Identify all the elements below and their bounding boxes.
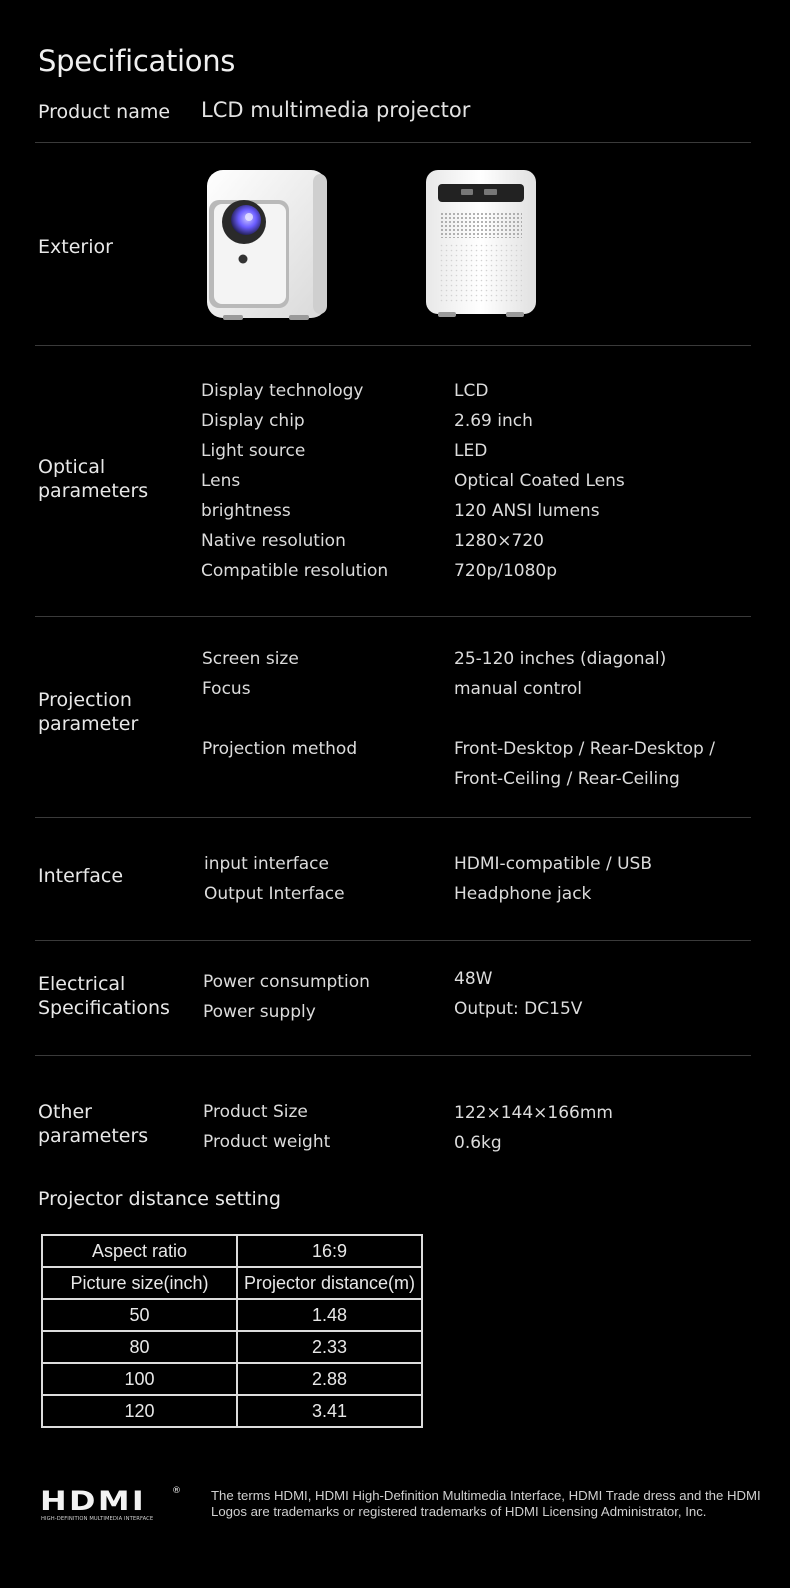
hdmi-logo xyxy=(40,1488,180,1524)
hdmi-wordmark: HDMI xyxy=(40,1486,147,1517)
divider xyxy=(35,940,751,941)
spec-value: 1280×720 xyxy=(454,531,544,551)
interface-label: Interface xyxy=(38,865,124,887)
optical-names xyxy=(201,376,388,586)
spec-name: Lens xyxy=(201,471,241,491)
table-header-cell: Projector distance(m) xyxy=(237,1267,422,1299)
spec-name: Compatible resolution xyxy=(201,561,389,581)
electrical-label-line1: Electrical xyxy=(38,973,126,995)
table-cell: 50 xyxy=(42,1299,237,1331)
divider xyxy=(35,616,751,617)
table-cell: 120 xyxy=(42,1395,237,1427)
table-cell: 100 xyxy=(42,1363,237,1395)
spec-name: Power supply xyxy=(203,1002,316,1022)
divider xyxy=(35,142,751,143)
spec-value: 120 ANSI lumens xyxy=(454,501,600,521)
spec-value xyxy=(454,734,715,794)
table-cell: 3.41 xyxy=(237,1395,422,1427)
spec-name: Product Size xyxy=(203,1102,308,1122)
spec-value: Optical Coated Lens xyxy=(454,471,625,491)
distance-table xyxy=(41,1234,423,1428)
spec-value: 720p/1080p xyxy=(454,561,558,581)
hdmi-tagline: HIGH-DEFINITION MULTIMEDIA INTERFACE xyxy=(41,1516,154,1522)
spec-name: Display technology xyxy=(201,381,364,401)
table-cell: 16:9 xyxy=(237,1235,422,1267)
spec-value: Headphone jack xyxy=(454,884,592,904)
spec-value-line: Front-Ceiling / Rear-Ceiling xyxy=(454,769,680,789)
table-cell: Aspect ratio xyxy=(42,1235,237,1267)
spec-name: Focus xyxy=(202,679,251,699)
spec-value: LED xyxy=(454,441,488,461)
spec-name: Native resolution xyxy=(201,531,346,551)
spec-value: LCD xyxy=(454,381,489,401)
projector-back-image xyxy=(424,168,540,320)
spec-name: Screen size xyxy=(202,649,299,669)
projection-label-line2: parameter xyxy=(38,713,139,735)
spec-name: Output Interface xyxy=(204,884,345,904)
spec-name: input interface xyxy=(204,854,329,874)
table-cell: 2.33 xyxy=(237,1331,422,1363)
other-label-line2: parameters xyxy=(38,1125,149,1147)
table-row xyxy=(42,1235,422,1267)
table-cell: 1.48 xyxy=(237,1299,422,1331)
legal-text: The terms HDMI, HDMI High-Definition Multimedia Interface, HDMI Trade dress and the HDMI Logos are trademarks or registered trademarks of HDMI Licensing Administrator, Inc. xyxy=(211,1488,761,1519)
electrical-label-line2: Specifications xyxy=(38,997,170,1019)
electrical-label xyxy=(38,972,170,1020)
table-row xyxy=(42,1395,422,1427)
divider xyxy=(35,345,751,346)
spec-value: Output: DC15V xyxy=(454,999,583,1019)
optical-label-line1: Optical xyxy=(38,456,106,478)
exterior-label: Exterior xyxy=(38,236,113,258)
distance-heading: Projector distance setting xyxy=(38,1188,281,1210)
table-row xyxy=(42,1267,422,1299)
projector-front-image xyxy=(203,168,331,323)
spec-name: Power consumption xyxy=(203,972,370,992)
spec-value: 122×144×166mm xyxy=(454,1103,613,1123)
optical-label xyxy=(38,455,148,503)
projection-label-line1: Projection xyxy=(38,689,132,711)
table-header-cell: Picture size(inch) xyxy=(42,1267,237,1299)
spec-value: HDMI-compatible / USB xyxy=(454,854,652,874)
spec-name: brightness xyxy=(201,501,291,521)
other-label-line1: Other xyxy=(38,1101,92,1123)
spec-name: Projection method xyxy=(202,739,358,759)
spec-name: Light source xyxy=(201,441,306,461)
optical-values xyxy=(454,376,625,586)
spec-value: 2.69 inch xyxy=(454,411,533,431)
projection-label xyxy=(38,688,138,736)
divider xyxy=(35,1055,751,1056)
table-cell: 2.88 xyxy=(237,1363,422,1395)
spec-name: Display chip xyxy=(201,411,305,431)
hdmi-registered-mark: ® xyxy=(172,1486,181,1496)
spec-value: 48W xyxy=(454,969,493,989)
optical-label-line2: parameters xyxy=(38,480,149,502)
table-row xyxy=(42,1331,422,1363)
table-cell: 80 xyxy=(42,1331,237,1363)
divider xyxy=(35,817,751,818)
table-row xyxy=(42,1299,422,1331)
spec-name: Product weight xyxy=(203,1132,331,1152)
spec-value: 0.6kg xyxy=(454,1133,502,1153)
other-label xyxy=(38,1100,148,1148)
page-title: Specifications xyxy=(38,44,236,78)
spec-value: manual control xyxy=(454,679,582,699)
spec-value: 25-120 inches (diagonal) xyxy=(454,649,667,669)
spec-value-line: Front-Desktop / Rear-Desktop / xyxy=(454,739,715,759)
product-name-label: Product name xyxy=(38,101,171,123)
product-name-value: LCD multimedia projector xyxy=(201,98,471,122)
table-row xyxy=(42,1363,422,1395)
